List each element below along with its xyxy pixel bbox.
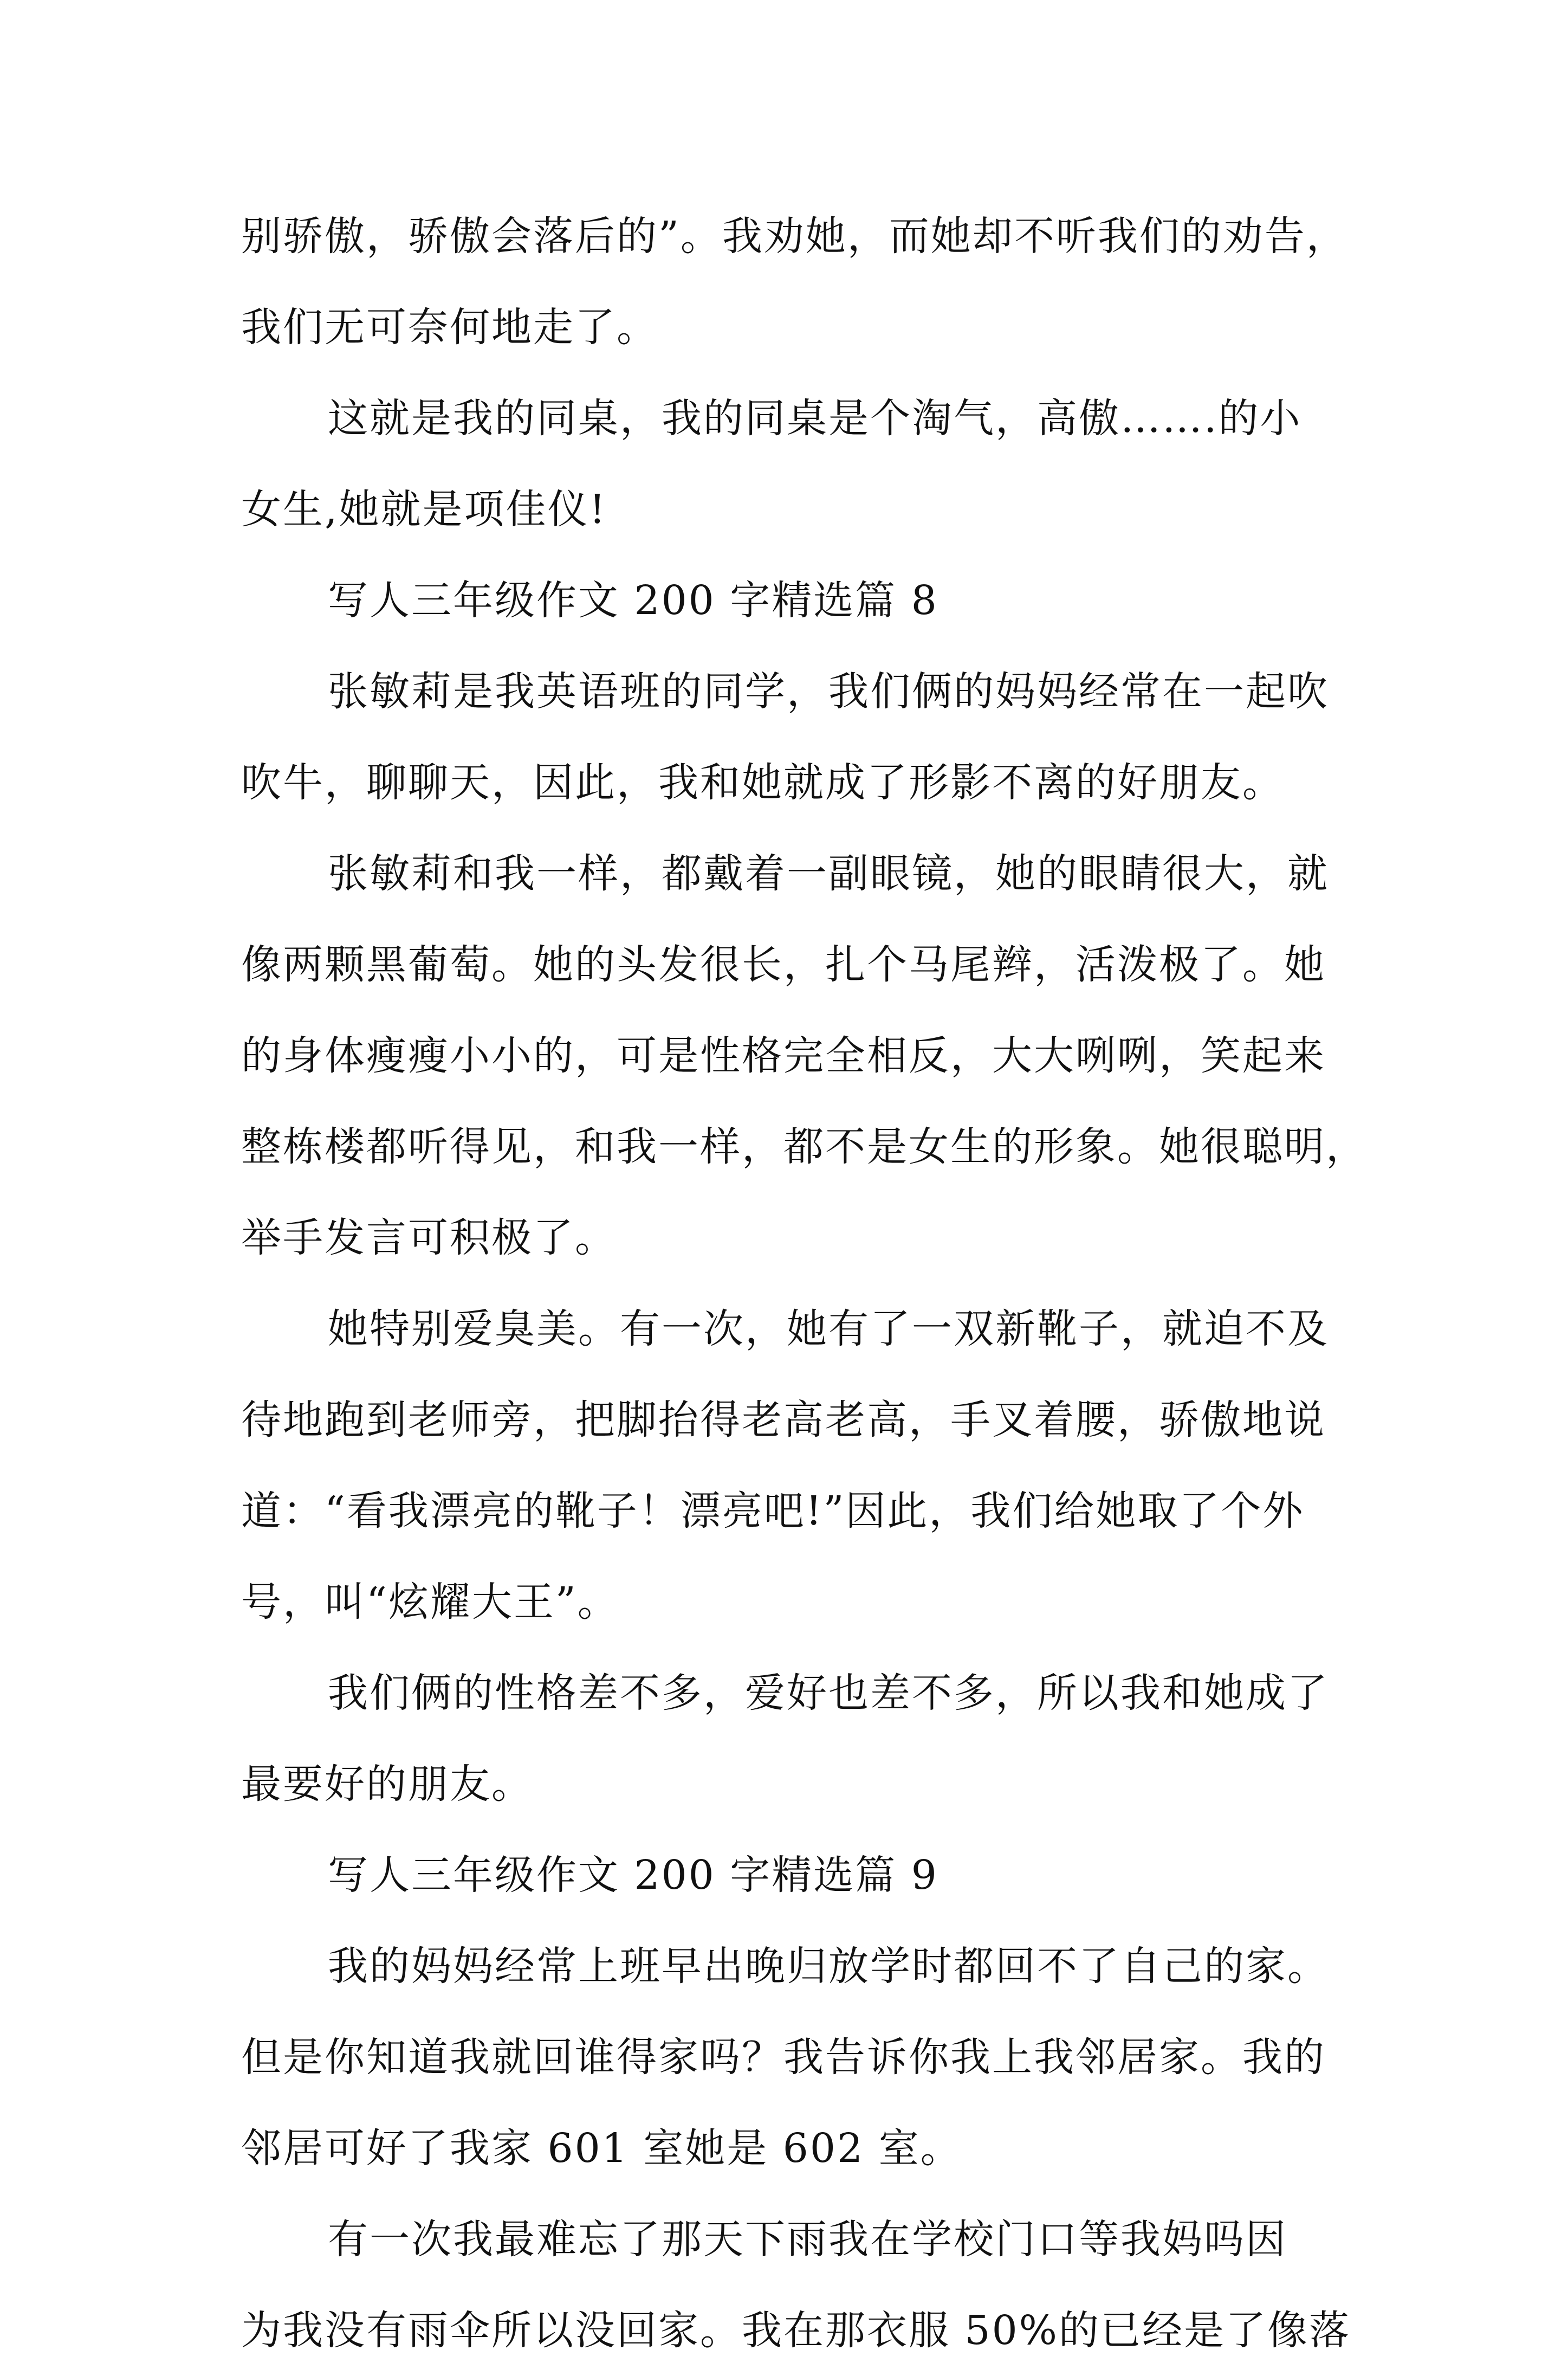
text-line: 整栋楼都听得见，和我一样，都不是女生的形象。她很聪明， <box>241 1124 1368 1170</box>
text-line: 像两颗黑葡萄。她的头发很长，扎个马尾辫，活泼极了。她 <box>241 941 1326 988</box>
text-line: 我的妈妈经常上班早出晚归放学时都回不了自己的家。 <box>328 1943 1329 1990</box>
text-line: 她特别爱臭美。有一次，她有了一双新靴子，就迫不及 <box>328 1306 1329 1352</box>
text-line: 邻居可好了我家 601 室她是 602 室。 <box>241 2125 962 2172</box>
section-heading: 写人三年级作文 200 字精选篇 8 <box>328 577 938 624</box>
text-line: 张敏莉是我英语班的同学，我们俩的妈妈经常在一起吹 <box>328 668 1329 715</box>
text-line: 为我没有雨伞所以没回家。我在那衣服 50%的已经是了像落 <box>241 2307 1351 2354</box>
text-line: 吹牛，聊聊天，因此，我和她就成了形影不离的好朋友。 <box>241 759 1284 806</box>
text-line: 道：“看我漂亮的靴子！漂亮吧!”因此，我们给她取了个外 <box>241 1488 1305 1534</box>
text-line: 女生,她就是项佳仪! <box>241 486 607 533</box>
text-line: 我们无可奈何地走了。 <box>241 304 658 351</box>
text-line: 张敏莉和我一样，都戴着一副眼镜，她的眼睛很大，就 <box>328 850 1329 897</box>
text-line: 我们俩的性格差不多，爱好也差不多，所以我和她成了 <box>328 1670 1329 1716</box>
text-line: 最要好的朋友。 <box>241 1761 533 1807</box>
article-body <box>241 191 1368 2376</box>
text-line: 的身体瘦瘦小小的，可是性格完全相反，大大咧咧，笑起来 <box>241 1032 1326 1079</box>
text-line: 有一次我最难忘了那天下雨我在学校门口等我妈吗因 <box>328 2216 1287 2263</box>
text-line: 但是你知道我就回谁得家吗？我告诉你我上我邻居家。我的 <box>241 2034 1326 2081</box>
text-line: 号，叫“炫耀大王”。 <box>241 1579 619 1625</box>
text-line: 待地跑到老师旁，把脚抬得老高老高，手叉着腰，骄傲地说 <box>241 1397 1326 1443</box>
text-line: 这就是我的同桌，我的同桌是个淘气，高傲…….的小 <box>328 395 1302 442</box>
text-line: 别骄傲，骄傲会落后的”。我劝她，而她却不听我们的劝告， <box>241 213 1348 260</box>
section-heading: 写人三年级作文 200 字精选篇 9 <box>328 1852 938 1899</box>
text-line: 举手发言可积极了。 <box>241 1215 617 1261</box>
